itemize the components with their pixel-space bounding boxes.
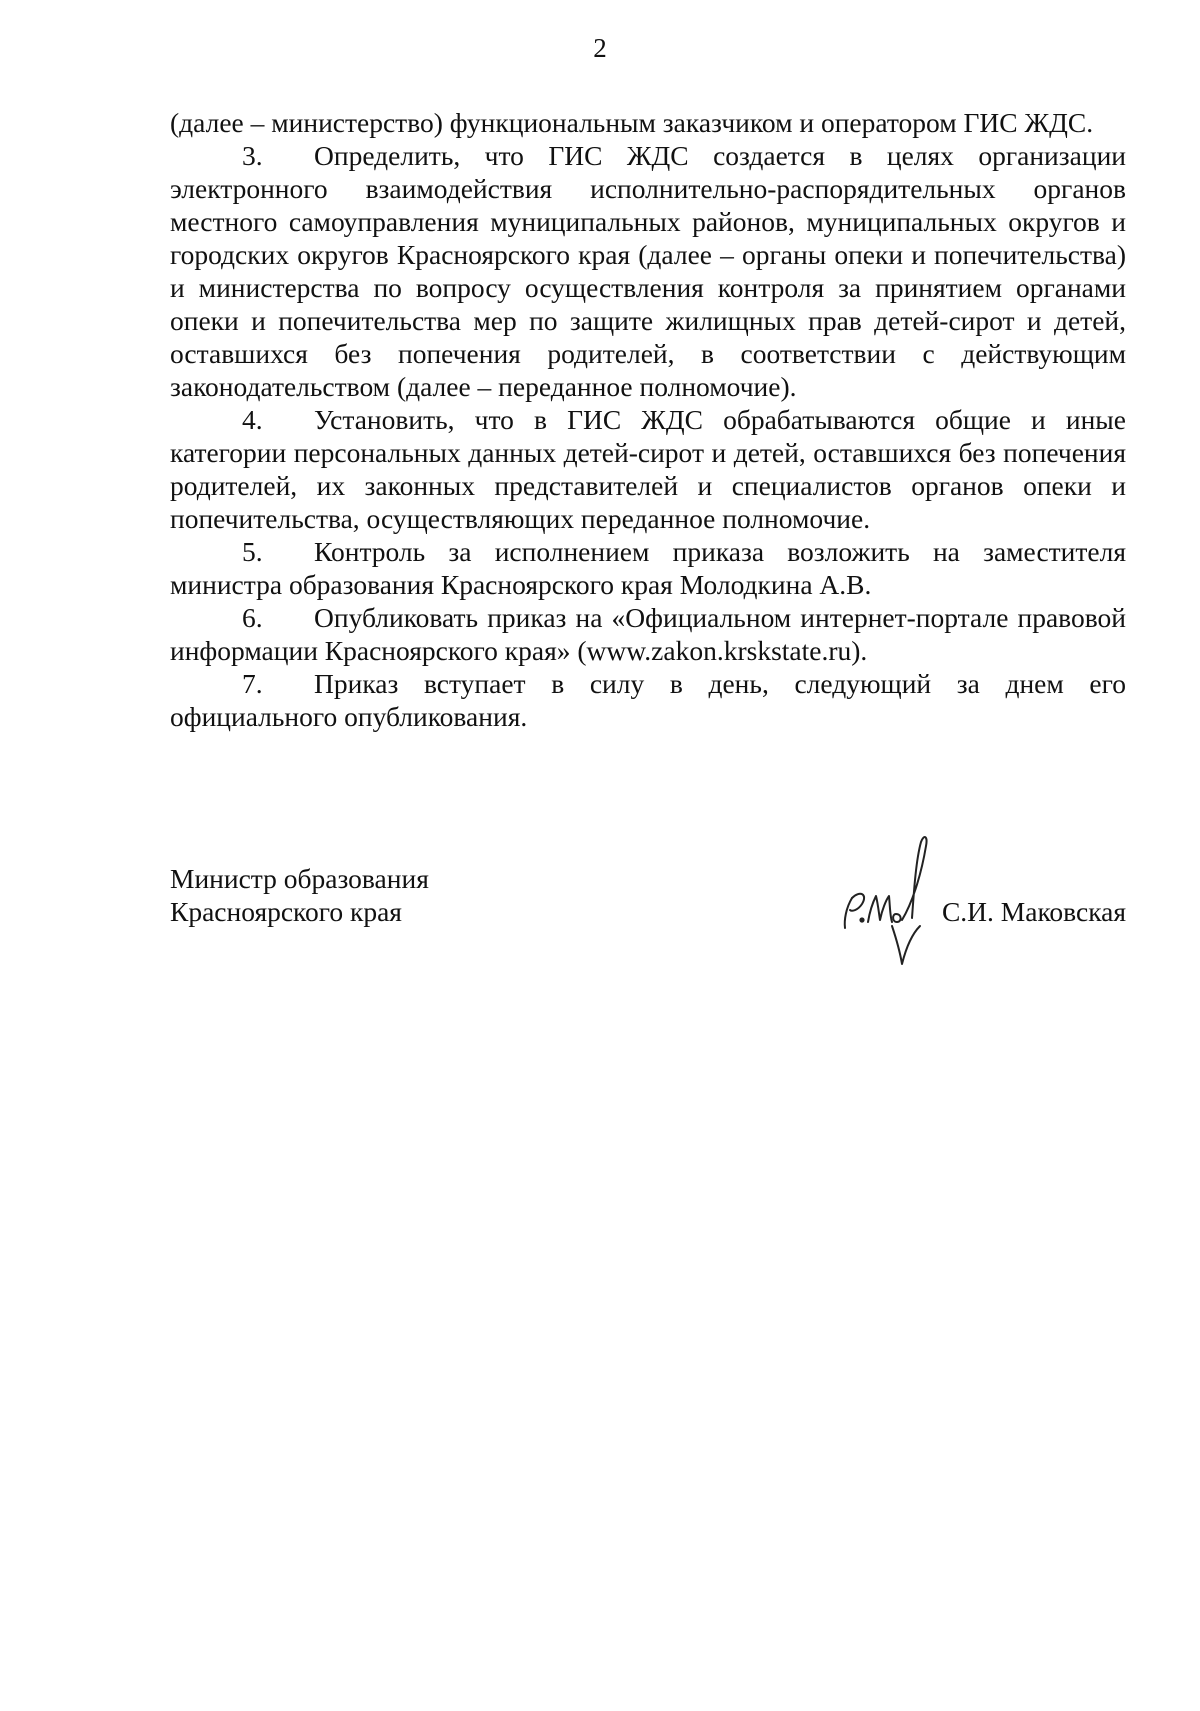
page-number: 2 (593, 33, 607, 63)
signatory-position-line: Красноярского края (170, 896, 402, 927)
paragraph-text: Контроль за исполнением приказа возложить на заместителя министра образования Красноярского края Молодкина А.В. (170, 536, 1126, 600)
paragraph-item-6 (170, 601, 1126, 667)
document-body (170, 106, 1126, 733)
paragraph-item-7 (170, 667, 1126, 733)
paragraph-item-3 (170, 139, 1126, 403)
paragraph-text: Определить, что ГИС ЖДС создается в целях организации электронного взаимодействия исполнительно-распорядительных органов местного самоуправления муниципальных районов, муниципальных округов и городских округов Красноярского края (далее – органы опеки и попечительства) и министерства по вопросу осуществления контроля за принятием органами опеки и попечительства мер по защите жилищных прав детей-сирот и детей, оставшихся без попечения родителей, в соответствии с действующим законодательством (далее – переданное полномочие). (170, 140, 1126, 402)
signature-block (170, 862, 1126, 972)
paragraph-text: Приказ вступает в силу в день, следующий за днем его официального опубликования. (170, 668, 1126, 732)
paragraph-number: 6. (242, 602, 263, 633)
paragraph-item-4 (170, 403, 1126, 535)
paragraph-number: 7. (242, 668, 263, 699)
paragraph-continuation (170, 106, 1126, 139)
handwritten-signature-icon (830, 830, 940, 968)
paragraph-text: (далее – министерство) функциональным заказчиком и оператором ГИС ЖДС. (170, 107, 1094, 138)
paragraph-text: Опубликовать приказ на «Официальном интернет-портале правовой информации Красноярского края» (www.zakon.krskstate.ru). (170, 602, 1126, 666)
signatory-position-line: Министр образования (170, 863, 429, 894)
signatory-position (170, 862, 429, 928)
paragraph-item-5 (170, 535, 1126, 601)
signatory-name: С.И. Маковская (941, 896, 1126, 927)
paragraph-text: Установить, что в ГИС ЖДС обрабатываются общие и иные категории персональных данных детей-сирот и детей, оставшихся без попечения родителей, их законных представителей и специалистов органов опеки и попечительства, осуществляющих переданное полномочие. (170, 404, 1126, 534)
paragraph-number: 3. (242, 140, 263, 171)
paragraph-number: 5. (242, 536, 263, 567)
paragraph-number: 4. (242, 404, 263, 435)
